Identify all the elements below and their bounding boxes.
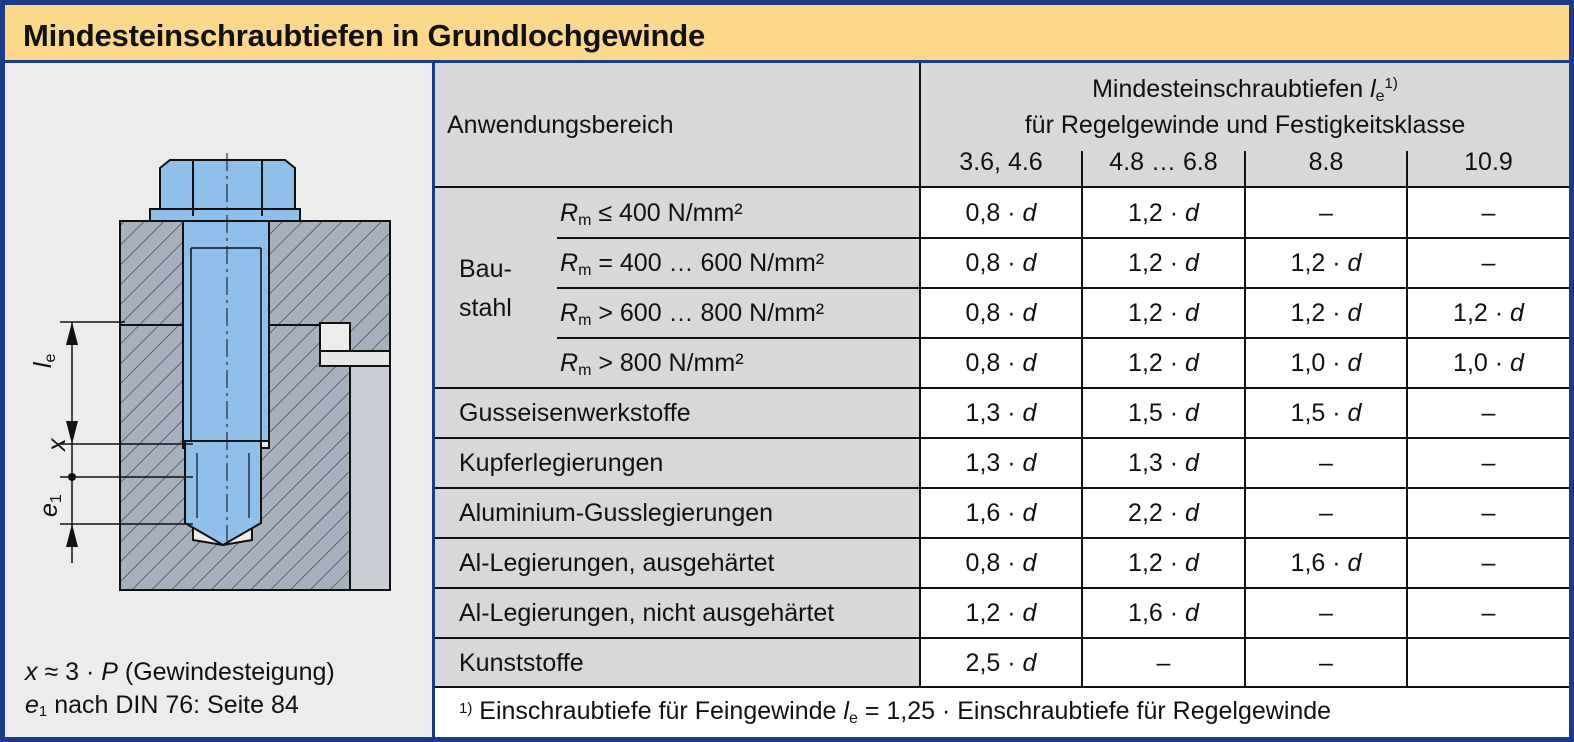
label-le: $l_e$: [29, 353, 59, 368]
baustahl-condition: $R_m > 600$ … 800 N/mm²: [560, 299, 825, 329]
note-line-2: $e_1$ nach DIN 76: Seite 84: [25, 691, 299, 720]
class-header: 8.8: [1308, 148, 1344, 176]
material-label: Al-Legierungen, ausgehärtet: [459, 549, 775, 577]
material-label: Kunststoffe: [459, 649, 584, 677]
value-cell: 1,6 · d: [965, 499, 1037, 527]
label-e1: $e_1$: [35, 494, 65, 517]
washer: [150, 209, 300, 221]
value-cell: 1,0 · d: [1290, 349, 1362, 377]
value-cell: 2,2 · d: [1128, 499, 1199, 527]
d-symbol: d: [1185, 299, 1199, 327]
value-cell: 1,6 · d: [1128, 599, 1199, 627]
baustahl-label-1: Bau-: [459, 255, 512, 283]
d-symbol: d: [1510, 299, 1524, 327]
d-symbol: d: [1185, 199, 1199, 227]
value-cell: –: [1481, 499, 1496, 527]
value-cell: –: [1319, 649, 1333, 677]
value-cell: 1,0 · d: [1453, 349, 1524, 377]
value-cell: 1,2 · d: [1128, 549, 1199, 577]
value-cell: 1,2 · d: [1128, 299, 1199, 327]
value-cell: 1,3 · d: [965, 449, 1037, 477]
value-cell: 1,2 · d: [1128, 349, 1199, 377]
d-symbol: d: [1022, 199, 1037, 227]
value-cell: –: [1481, 449, 1496, 477]
baustahl-label-2: stahl: [459, 294, 512, 322]
d-symbol: d: [1022, 499, 1037, 527]
label-x: x: [43, 438, 71, 451]
value-cell: 1,5 · d: [1290, 399, 1362, 427]
d-symbol: d: [1022, 299, 1037, 327]
value-cell: 2,5 · d: [965, 649, 1037, 677]
bolt-diagram: [5, 63, 435, 643]
value-cell: –: [1319, 449, 1333, 477]
value-cell: –: [1481, 399, 1496, 427]
d-symbol: d: [1347, 549, 1362, 577]
d-symbol: d: [1022, 349, 1037, 377]
header-regelgewinde: für Regelgewinde und Festigkeitsklasse: [1024, 111, 1466, 139]
value-cell: 0,8 · d: [965, 199, 1037, 227]
material-label: Kupferlegierungen: [459, 449, 664, 477]
value-cell: –: [1156, 649, 1171, 677]
value-cell: 0,8 · d: [965, 299, 1037, 327]
d-symbol: d: [1347, 299, 1362, 327]
title-bar: [5, 5, 1569, 63]
diagram-panel: [5, 63, 435, 737]
d-symbol: d: [1022, 649, 1037, 677]
value-cell: 1,3 · d: [965, 399, 1037, 427]
baustahl-condition: $R_m = 400$ … 600 N/mm²: [560, 249, 825, 279]
class-header: 4.8 … 6.8: [1109, 148, 1218, 176]
value-cell: –: [1481, 599, 1496, 627]
value-cell: 0,8 · d: [965, 249, 1037, 277]
d-symbol: d: [1510, 349, 1524, 377]
side-plate: [350, 366, 390, 590]
material-label: Gusseisenwerkstoffe: [459, 399, 691, 427]
value-cell: 1,2 · d: [965, 599, 1037, 627]
class-header: 10.9: [1464, 148, 1513, 176]
value-cell: 0,8 · d: [965, 549, 1037, 577]
header-anwendungsbereich: Anwendungsbereich: [447, 111, 674, 139]
value-cell: –: [1481, 549, 1496, 577]
value-cell: 1,2 · d: [1128, 199, 1199, 227]
d-symbol: d: [1347, 399, 1362, 427]
value-cell: 1,2 · d: [1128, 249, 1199, 277]
einschraubtiefen-table: [435, 63, 1569, 737]
baustahl-condition: $R_m \le 400$ N/mm²: [560, 199, 743, 229]
value-cell: –: [1319, 199, 1333, 227]
d-symbol: d: [1185, 349, 1199, 377]
d-symbol: d: [1185, 449, 1199, 477]
value-cell: 1,2 · d: [1290, 249, 1362, 277]
value-cell: –: [1319, 599, 1333, 627]
d-symbol: d: [1347, 349, 1362, 377]
d-symbol: d: [1185, 549, 1199, 577]
value-cell: –: [1481, 249, 1496, 277]
note-line-1: x ≈ 3 · P (Gewindesteigung): [25, 658, 335, 686]
value-cell: –: [1319, 499, 1333, 527]
value-cell: 1,6 · d: [1290, 549, 1362, 577]
baustahl-condition: $R_m > 800$ N/mm²: [560, 349, 744, 379]
value-cell: –: [1481, 199, 1496, 227]
footnote: $^{1)}$ Einschraubtiefe für Feingewinde $l_e = 1,25$ · Einschraubtiefe für Regelgewinde: [459, 697, 1332, 727]
value-cell: 1,5 · d: [1128, 399, 1199, 427]
value-cell: 1,2 · d: [1453, 299, 1524, 327]
header-mindesteinschraubtiefen: Mindesteinschraubtiefen $l_e^{1)}$: [1092, 75, 1398, 105]
d-symbol: d: [1022, 249, 1037, 277]
d-symbol: d: [1022, 399, 1037, 427]
value-cell: 1,3 · d: [1128, 449, 1199, 477]
material-label: Aluminium-Gusslegierungen: [459, 499, 774, 527]
page-title: Mindesteinschraubtiefen in Grundlochgewinde: [23, 18, 706, 53]
bolt-shank: [183, 221, 269, 441]
d-symbol: d: [1022, 449, 1037, 477]
material-label: Al-Legierungen, nicht ausgehärtet: [459, 599, 835, 627]
value-cell: 0,8 · d: [965, 349, 1037, 377]
d-symbol: d: [1185, 249, 1199, 277]
value-cell: 1,2 · d: [1290, 299, 1362, 327]
d-symbol: d: [1185, 599, 1199, 627]
d-symbol: d: [1022, 549, 1037, 577]
d-symbol: d: [1185, 499, 1199, 527]
d-symbol: d: [1022, 599, 1037, 627]
d-symbol: d: [1185, 399, 1199, 427]
d-symbol: d: [1347, 249, 1362, 277]
class-header: 3.6, 4.6: [959, 148, 1043, 176]
